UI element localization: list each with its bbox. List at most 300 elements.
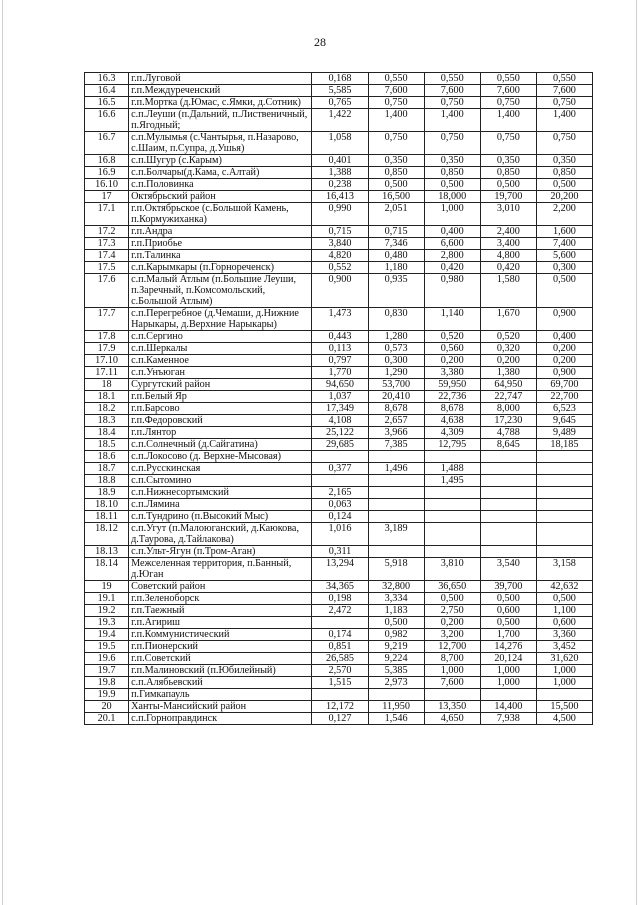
value-cell: 8,645 [480, 439, 536, 451]
value-cell [368, 487, 424, 499]
value-cell: 0,300 [368, 355, 424, 367]
value-cell: 2,657 [368, 415, 424, 427]
table-row [85, 451, 593, 463]
value-cell [536, 523, 592, 546]
table-row [85, 262, 593, 274]
table-row [85, 274, 593, 308]
row-name: Октябрьский район [129, 191, 312, 203]
table-body [85, 73, 593, 725]
row-name: г.п.Советский [129, 653, 312, 665]
value-cell: 0,980 [424, 274, 480, 308]
value-cell: 7,938 [480, 713, 536, 725]
table-row [85, 463, 593, 475]
value-cell: 3,380 [424, 367, 480, 379]
value-cell: 0,765 [312, 97, 368, 109]
table-row [85, 629, 593, 641]
table-row [85, 511, 593, 523]
row-number: 16.7 [85, 132, 129, 155]
value-cell: 7,600 [424, 677, 480, 689]
value-cell: 1,422 [312, 109, 368, 132]
row-number: 16.9 [85, 167, 129, 179]
value-cell [368, 451, 424, 463]
table-row [85, 367, 593, 379]
value-cell: 4,638 [424, 415, 480, 427]
value-cell [536, 463, 592, 475]
value-cell: 1,496 [368, 463, 424, 475]
value-cell: 0,851 [312, 641, 368, 653]
value-cell: 0,443 [312, 331, 368, 343]
value-cell: 0,715 [368, 226, 424, 238]
value-cell: 1,400 [536, 109, 592, 132]
row-name: с.п.Нижнесортымский [129, 487, 312, 499]
row-number: 17.5 [85, 262, 129, 274]
row-number: 18.5 [85, 439, 129, 451]
value-cell: 2,400 [480, 226, 536, 238]
value-cell: 2,165 [312, 487, 368, 499]
row-name: г.п.Пионерский [129, 641, 312, 653]
value-cell: 29,685 [312, 439, 368, 451]
value-cell: 8,678 [424, 403, 480, 415]
value-cell: 0,377 [312, 463, 368, 475]
row-number: 16.6 [85, 109, 129, 132]
row-name: г.п.Таежный [129, 605, 312, 617]
row-name: с.п.Угут (п.Малоюганский, д.Каюкова, д.Таурова, д.Тайлакова) [129, 523, 312, 546]
table-row [85, 593, 593, 605]
value-cell: 31,620 [536, 653, 592, 665]
table-row [85, 677, 593, 689]
row-name: с.п.Леуши (п.Дальний, п.Лиственичный, п.Ягодный; [129, 109, 312, 132]
value-cell: 6,600 [424, 238, 480, 250]
row-name: г.п.Октябрьское (с.Большой Камень, п.Кормужиханка) [129, 203, 312, 226]
value-cell: 0,420 [424, 262, 480, 274]
value-cell [424, 451, 480, 463]
value-cell: 0,400 [424, 226, 480, 238]
value-cell: 3,189 [368, 523, 424, 546]
row-number: 16.3 [85, 73, 129, 85]
value-cell: 0,520 [424, 331, 480, 343]
table-row [85, 439, 593, 451]
value-cell [424, 487, 480, 499]
row-number: 18.2 [85, 403, 129, 415]
row-number: 18.10 [85, 499, 129, 511]
table-row [85, 343, 593, 355]
value-cell: 0,200 [536, 343, 592, 355]
value-cell: 13,350 [424, 701, 480, 713]
row-number: 17.11 [85, 367, 129, 379]
row-number: 20.1 [85, 713, 129, 725]
value-cell [480, 523, 536, 546]
row-name: с.п.Алябьевский [129, 677, 312, 689]
value-cell: 1,400 [424, 109, 480, 132]
value-cell: 1,140 [424, 308, 480, 331]
row-number: 18 [85, 379, 129, 391]
value-cell: 7,400 [536, 238, 592, 250]
row-name: с.п.Сытомино [129, 475, 312, 487]
row-number: 16.4 [85, 85, 129, 97]
value-cell [536, 487, 592, 499]
row-name: г.п.Малиновский (п.Юбилейный) [129, 665, 312, 677]
value-cell: 20,410 [368, 391, 424, 403]
row-name: г.п.Барсово [129, 403, 312, 415]
row-number: 18.14 [85, 558, 129, 581]
row-number: 19.5 [85, 641, 129, 653]
value-cell: 15,500 [536, 701, 592, 713]
row-name: с.п.Перегребное (д.Чемаши, д.Нижние Нарыкары, д.Верхние Нарыкары) [129, 308, 312, 331]
value-cell [368, 475, 424, 487]
table-row [85, 653, 593, 665]
value-cell: 1,770 [312, 367, 368, 379]
row-number: 19.3 [85, 617, 129, 629]
value-cell: 0,200 [424, 617, 480, 629]
value-cell: 0,900 [312, 274, 368, 308]
value-cell: 0,750 [480, 132, 536, 155]
row-name: с.п.Половинка [129, 179, 312, 191]
value-cell: 14,276 [480, 641, 536, 653]
value-cell [480, 689, 536, 701]
table-row [85, 191, 593, 203]
value-cell: 22,700 [536, 391, 592, 403]
table-row [85, 403, 593, 415]
value-cell [536, 689, 592, 701]
row-name: с.п.Тундрино (п.Высокий Мыс) [129, 511, 312, 523]
table-row [85, 605, 593, 617]
value-cell [536, 499, 592, 511]
value-cell: 22,747 [480, 391, 536, 403]
value-cell: 42,632 [536, 581, 592, 593]
table-row [85, 487, 593, 499]
table-row [85, 226, 593, 238]
value-cell: 64,950 [480, 379, 536, 391]
value-cell: 1,580 [480, 274, 536, 308]
row-name: п.Гимкапауль [129, 689, 312, 701]
value-cell: 0,850 [480, 167, 536, 179]
value-cell: 0,500 [424, 593, 480, 605]
value-cell: 0,500 [368, 179, 424, 191]
table-row [85, 617, 593, 629]
value-cell: 5,585 [312, 85, 368, 97]
value-cell: 4,800 [480, 250, 536, 262]
table-row [85, 665, 593, 677]
row-name: с.п.Русскинская [129, 463, 312, 475]
value-cell: 7,600 [480, 85, 536, 97]
value-cell: 2,570 [312, 665, 368, 677]
value-cell: 25,122 [312, 427, 368, 439]
row-name: г.п.Агириш [129, 617, 312, 629]
row-number: 16.8 [85, 155, 129, 167]
row-number: 18.4 [85, 427, 129, 439]
row-number: 18.8 [85, 475, 129, 487]
row-number: 19.6 [85, 653, 129, 665]
value-cell: 34,365 [312, 581, 368, 593]
value-cell: 4,500 [536, 713, 592, 725]
row-name: г.п.Талинка [129, 250, 312, 262]
value-cell: 0,500 [536, 274, 592, 308]
value-cell: 1,000 [424, 203, 480, 226]
row-number: 19.4 [85, 629, 129, 641]
value-cell: 0,500 [480, 593, 536, 605]
row-name: г.п.Междуреченский [129, 85, 312, 97]
value-cell: 3,400 [480, 238, 536, 250]
value-cell: 3,810 [424, 558, 480, 581]
value-cell [424, 499, 480, 511]
row-number: 18.7 [85, 463, 129, 475]
value-cell: 2,472 [312, 605, 368, 617]
table-row [85, 475, 593, 487]
value-cell: 1,380 [480, 367, 536, 379]
value-cell: 59,950 [424, 379, 480, 391]
row-number: 17.8 [85, 331, 129, 343]
value-cell: 0,400 [536, 331, 592, 343]
value-cell: 17,349 [312, 403, 368, 415]
value-cell: 0,750 [536, 97, 592, 109]
value-cell: 13,294 [312, 558, 368, 581]
value-cell [536, 475, 592, 487]
value-cell [536, 511, 592, 523]
value-cell: 3,452 [536, 641, 592, 653]
value-cell [368, 689, 424, 701]
value-cell: 0,600 [480, 605, 536, 617]
value-cell [480, 451, 536, 463]
value-cell: 0,750 [368, 97, 424, 109]
value-cell: 32,800 [368, 581, 424, 593]
value-cell: 0,063 [312, 499, 368, 511]
row-name: с.п.Шугур (с.Карым) [129, 155, 312, 167]
value-cell: 4,788 [480, 427, 536, 439]
value-cell: 16,500 [368, 191, 424, 203]
value-cell [424, 511, 480, 523]
value-cell: 16,413 [312, 191, 368, 203]
value-cell: 1,000 [536, 665, 592, 677]
row-name: г.п.Зеленоборск [129, 593, 312, 605]
value-cell: 3,010 [480, 203, 536, 226]
value-cell: 0,500 [536, 179, 592, 191]
value-cell: 5,600 [536, 250, 592, 262]
row-number: 17.4 [85, 250, 129, 262]
row-number: 17.7 [85, 308, 129, 331]
row-number: 19.1 [85, 593, 129, 605]
value-cell: 3,360 [536, 629, 592, 641]
value-cell: 0,550 [536, 73, 592, 85]
value-cell: 14,400 [480, 701, 536, 713]
value-cell: 3,334 [368, 593, 424, 605]
value-cell [536, 546, 592, 558]
value-cell: 0,552 [312, 262, 368, 274]
value-cell: 4,108 [312, 415, 368, 427]
value-cell: 0,311 [312, 546, 368, 558]
value-cell: 0,500 [480, 617, 536, 629]
table-row [85, 415, 593, 427]
value-cell: 0,238 [312, 179, 368, 191]
value-cell: 0,200 [536, 355, 592, 367]
value-cell: 0,573 [368, 343, 424, 355]
value-cell: 0,560 [424, 343, 480, 355]
value-cell: 7,600 [536, 85, 592, 97]
value-cell: 1,670 [480, 308, 536, 331]
row-number: 17.6 [85, 274, 129, 308]
value-cell: 0,174 [312, 629, 368, 641]
row-name: г.п.Андра [129, 226, 312, 238]
value-cell: 0,550 [368, 73, 424, 85]
value-cell [312, 475, 368, 487]
value-cell: 2,051 [368, 203, 424, 226]
value-cell: 0,350 [424, 155, 480, 167]
value-cell: 1,473 [312, 308, 368, 331]
row-number: 17.10 [85, 355, 129, 367]
row-name: г.п.Лянтор [129, 427, 312, 439]
table-row [85, 167, 593, 179]
row-number: 19.8 [85, 677, 129, 689]
value-cell: 1,016 [312, 523, 368, 546]
value-cell: 5,385 [368, 665, 424, 677]
row-name: Межселенная территория, п.Банный, д.Юган [129, 558, 312, 581]
value-cell: 9,219 [368, 641, 424, 653]
scan-edge-left [2, 0, 3, 905]
row-name: с.п.Карымкары (п.Горнореченск) [129, 262, 312, 274]
value-cell [368, 499, 424, 511]
scan-edge-right [636, 0, 637, 905]
page-number: 28 [314, 35, 326, 49]
value-cell: 0,850 [536, 167, 592, 179]
row-number: 17.1 [85, 203, 129, 226]
value-cell: 0,200 [424, 355, 480, 367]
value-cell [424, 523, 480, 546]
table-row [85, 238, 593, 250]
value-cell: 0,935 [368, 274, 424, 308]
table-row [85, 73, 593, 85]
row-number: 18.9 [85, 487, 129, 499]
value-cell: 0,982 [368, 629, 424, 641]
row-name: г.п.Коммунистический [129, 629, 312, 641]
row-name: г.п.Федоровский [129, 415, 312, 427]
row-name: с.п.Ульт-Ягун (п.Тром-Аган) [129, 546, 312, 558]
value-cell: 1,000 [480, 677, 536, 689]
value-cell: 1,546 [368, 713, 424, 725]
value-cell: 3,540 [480, 558, 536, 581]
value-cell: 1,000 [424, 665, 480, 677]
table-row [85, 641, 593, 653]
value-cell: 0,124 [312, 511, 368, 523]
value-cell: 3,158 [536, 558, 592, 581]
table-row [85, 331, 593, 343]
value-cell: 1,280 [368, 331, 424, 343]
value-cell: 0,715 [312, 226, 368, 238]
value-cell: 1,400 [480, 109, 536, 132]
value-cell: 0,500 [480, 179, 536, 191]
table-row [85, 132, 593, 155]
value-cell: 17,230 [480, 415, 536, 427]
value-cell: 12,172 [312, 701, 368, 713]
table-row [85, 689, 593, 701]
row-number: 18.3 [85, 415, 129, 427]
row-number: 17 [85, 191, 129, 203]
table-row [85, 523, 593, 546]
row-number: 16.5 [85, 97, 129, 109]
value-cell: 0,850 [368, 167, 424, 179]
value-cell: 0,500 [424, 179, 480, 191]
value-cell [312, 617, 368, 629]
value-cell [312, 689, 368, 701]
value-cell: 0,168 [312, 73, 368, 85]
value-cell: 1,515 [312, 677, 368, 689]
value-cell: 7,385 [368, 439, 424, 451]
table-row [85, 546, 593, 558]
value-cell: 1,100 [536, 605, 592, 617]
row-number: 18.11 [85, 511, 129, 523]
value-cell: 8,000 [480, 403, 536, 415]
value-cell [536, 451, 592, 463]
value-cell: 8,678 [368, 403, 424, 415]
value-cell [480, 487, 536, 499]
value-cell: 0,550 [480, 73, 536, 85]
row-name: г.п.Приобье [129, 238, 312, 250]
table-row [85, 155, 593, 167]
value-cell: 5,918 [368, 558, 424, 581]
row-number: 17.2 [85, 226, 129, 238]
value-cell: 2,200 [536, 203, 592, 226]
value-cell: 0,350 [536, 155, 592, 167]
value-cell: 1,400 [368, 109, 424, 132]
value-cell: 1,388 [312, 167, 368, 179]
value-cell: 0,198 [312, 593, 368, 605]
row-number: 20 [85, 701, 129, 713]
value-cell [368, 546, 424, 558]
row-number: 19.7 [85, 665, 129, 677]
value-cell: 1,600 [536, 226, 592, 238]
row-number: 19.9 [85, 689, 129, 701]
value-cell: 9,489 [536, 427, 592, 439]
value-cell: 20,124 [480, 653, 536, 665]
value-cell: 9,224 [368, 653, 424, 665]
value-cell: 1,000 [480, 665, 536, 677]
value-cell: 20,200 [536, 191, 592, 203]
value-cell: 0,480 [368, 250, 424, 262]
value-cell: 26,585 [312, 653, 368, 665]
value-cell: 4,820 [312, 250, 368, 262]
value-cell: 1,700 [480, 629, 536, 641]
value-cell: 0,797 [312, 355, 368, 367]
row-name: с.п.Мулымья (с.Чантырья, п.Назарово, с.Шаим, п.Супра, д.Ушья) [129, 132, 312, 155]
value-cell [480, 546, 536, 558]
value-cell [480, 499, 536, 511]
row-name: с.п.Болчары(д.Кама, с.Алтай) [129, 167, 312, 179]
row-number: 18.13 [85, 546, 129, 558]
row-name: Ханты-Мансийский район [129, 701, 312, 713]
value-cell: 2,750 [424, 605, 480, 617]
value-cell: 0,127 [312, 713, 368, 725]
row-number: 18.12 [85, 523, 129, 546]
value-cell: 1,495 [424, 475, 480, 487]
value-cell: 1,037 [312, 391, 368, 403]
table-row [85, 581, 593, 593]
value-cell: 0,750 [424, 132, 480, 155]
value-cell: 9,645 [536, 415, 592, 427]
table-row [85, 701, 593, 713]
table-row [85, 391, 593, 403]
table-row [85, 97, 593, 109]
value-cell: 1,180 [368, 262, 424, 274]
value-cell [480, 475, 536, 487]
value-cell: 4,650 [424, 713, 480, 725]
value-cell: 11,950 [368, 701, 424, 713]
value-cell: 6,523 [536, 403, 592, 415]
row-number: 18.6 [85, 451, 129, 463]
table-row [85, 203, 593, 226]
value-cell [480, 463, 536, 475]
row-name: г.п.Луговой [129, 73, 312, 85]
value-cell: 0,500 [368, 617, 424, 629]
value-cell: 1,058 [312, 132, 368, 155]
table-row [85, 179, 593, 191]
